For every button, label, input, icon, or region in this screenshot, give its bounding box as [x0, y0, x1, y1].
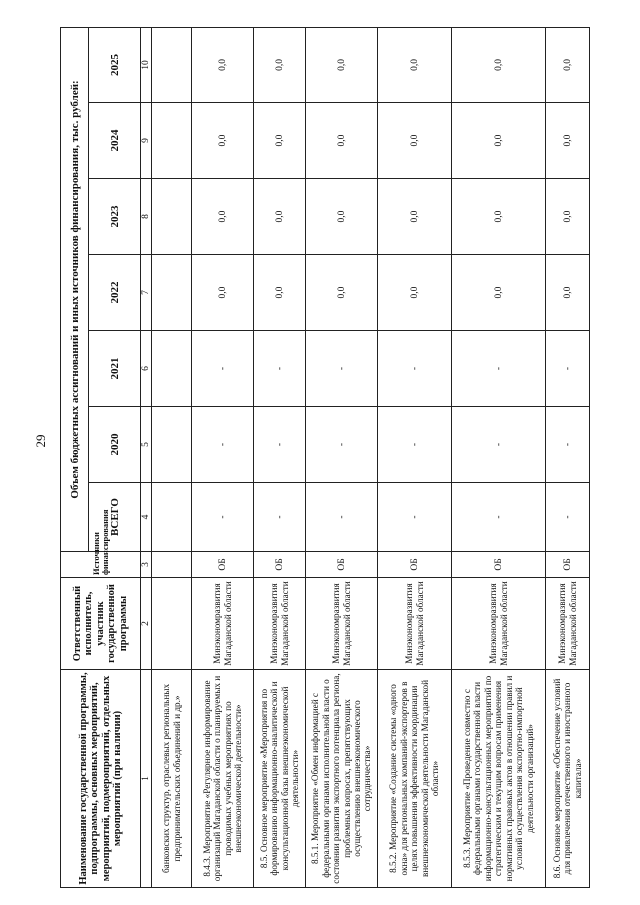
page-number: 29 — [33, 434, 48, 448]
row-name: банковских структур, отраслевых региональных предпринимательских объединений и др.» — [152, 670, 192, 888]
row-executor: Минэкономразвития Магаданской области — [306, 578, 378, 670]
row-value-2022: 0,0 — [306, 255, 378, 331]
row-value-2021: - — [306, 331, 378, 407]
row-value-2020: - — [306, 407, 378, 483]
row-value-2024: 0,0 — [192, 103, 254, 179]
column-number: 2 — [141, 578, 152, 670]
row-total: - — [546, 483, 590, 552]
row-value-2024: 0,0 — [254, 103, 306, 179]
header-year-2022: 2022 — [89, 255, 141, 331]
table-row — [306, 27, 378, 887]
row-source: ОБ — [546, 552, 590, 578]
row-value-2020: - — [546, 407, 590, 483]
row-source: ОБ — [254, 552, 306, 578]
row-value-2024: 0,0 — [452, 103, 546, 179]
row-value-2020: - — [192, 407, 254, 483]
row-executor: Минэкономразвития Магаданской области — [254, 578, 306, 670]
table-row — [452, 27, 546, 887]
row-executor: Минэкономразвития Магаданской области — [378, 578, 452, 670]
row-executor: Минэкономразвития Магаданской области — [546, 578, 590, 670]
rotated-page — [60, 28, 583, 888]
row-source: ОБ — [452, 552, 546, 578]
table-row — [254, 27, 306, 887]
table-row — [378, 27, 452, 887]
row-value-2024 — [152, 103, 192, 179]
row-executor — [152, 578, 192, 670]
header-source: Источники финансирования — [61, 552, 141, 578]
table-row — [546, 27, 590, 887]
row-value-2022: 0,0 — [254, 255, 306, 331]
row-value-2025: 0,0 — [378, 27, 452, 102]
row-value-2020: - — [254, 407, 306, 483]
row-value-2025: 0,0 — [192, 27, 254, 102]
row-value-2021: - — [192, 331, 254, 407]
row-value-2023: 0,0 — [192, 179, 254, 255]
row-value-2025: 0,0 — [546, 27, 590, 102]
row-name: 8.4.3. Мероприятие «Регулярное информирование организаций Магаданской области о планируемых и проводимых учебных мероприятиях по внешнеэкономической деятельности» — [192, 670, 254, 888]
row-value-2022: 0,0 — [378, 255, 452, 331]
row-value-2025: 0,0 — [306, 27, 378, 102]
row-value-2021: - — [378, 331, 452, 407]
row-total: - — [378, 483, 452, 552]
row-name: 8.5. Основное мероприятие «Мероприятия по формированию информационно-аналитической и консультационной базы внешнеэкономической деятельности» — [254, 670, 306, 888]
row-value-2022: 0,0 — [192, 255, 254, 331]
row-value-2023: 0,0 — [452, 179, 546, 255]
column-number: 7 — [141, 255, 152, 331]
row-source — [152, 552, 192, 578]
row-source: ОБ — [306, 552, 378, 578]
row-value-2022: 0,0 — [452, 255, 546, 331]
header-year-2023: 2023 — [89, 179, 141, 255]
row-total — [152, 483, 192, 552]
row-value-2024: 0,0 — [546, 103, 590, 179]
row-source: ОБ — [378, 552, 452, 578]
row-executor: Минэкономразвития Магаданской области — [452, 578, 546, 670]
column-number: 3 — [141, 552, 152, 578]
table-row — [152, 27, 192, 887]
row-value-2021: - — [452, 331, 546, 407]
header-year-2021: 2021 — [89, 331, 141, 407]
row-value-2023: 0,0 — [378, 179, 452, 255]
row-executor: Минэкономразвития Магаданской области — [192, 578, 254, 670]
row-value-2021: - — [254, 331, 306, 407]
row-value-2024: 0,0 — [378, 103, 452, 179]
row-value-2025: 0,0 — [254, 27, 306, 102]
header-funding: Объем бюджетных ассигнований и иных источников финансирования, тыс. рублей: — [61, 27, 89, 551]
row-value-2020: - — [452, 407, 546, 483]
row-name: 8.5.2. Мероприятие «Создание системы «одного окна» для региональных компаний-экспортеров в целях повышения эффективности координации внешнеэкономической деятельности Магаданской области» — [378, 670, 452, 888]
header-executor: Ответственный исполнитель, участник государственной программы — [61, 578, 141, 670]
header-year-2024: 2024 — [89, 103, 141, 179]
row-value-2023: 0,0 — [546, 179, 590, 255]
row-source: ОБ — [192, 552, 254, 578]
column-number: 4 — [141, 483, 152, 552]
table-row — [192, 27, 254, 887]
column-number: 5 — [141, 407, 152, 483]
column-number: 6 — [141, 331, 152, 407]
row-value-2021: - — [546, 331, 590, 407]
funding-table — [60, 27, 590, 888]
row-name: 8.5.1. Мероприятие «Обмен информацией с федеральными органами исполнительной власти о состоянии развития экспортного потенциала региона, проблемных вопросах, препятствующих осуществлению внешнеэкономического сотрудничества» — [306, 670, 378, 888]
row-total: - — [254, 483, 306, 552]
row-value-2025 — [152, 27, 192, 102]
row-value-2023: 0,0 — [254, 179, 306, 255]
header-year-2020: 2020 — [89, 407, 141, 483]
header-total: ВСЕГО — [89, 483, 141, 552]
row-name: 8.5.3. Мероприятие «Проведение совместно с федеральными органами государственной власти информационно-консультационных мероприятий по стратегическим и текущим вопросам применения нормативных правовых актов в отношении правил и условий осуществления экспортно-импортной деятельности организаций» — [452, 670, 546, 888]
row-value-2023: 0,0 — [306, 179, 378, 255]
row-value-2024: 0,0 — [306, 103, 378, 179]
column-number-row — [141, 27, 152, 887]
column-number: 10 — [141, 27, 152, 102]
row-total: - — [306, 483, 378, 552]
row-value-2020: - — [378, 407, 452, 483]
column-number: 1 — [141, 670, 152, 888]
row-value-2023 — [152, 179, 192, 255]
row-total: - — [192, 483, 254, 552]
row-value-2025: 0,0 — [452, 27, 546, 102]
header-name: Наименование государственной программы, подпрограммы, основных мероприятий, мероприятий, подмероприятий, отдельных мероприятий (при наличии) — [61, 670, 141, 888]
row-value-2022 — [152, 255, 192, 331]
header-year-2025: 2025 — [89, 27, 141, 102]
row-value-2022: 0,0 — [546, 255, 590, 331]
row-name: 8.6. Основное мероприятие «Обеспечение условий для привлечения отечественного и иностранного капитала» — [546, 670, 590, 888]
row-value-2021 — [152, 331, 192, 407]
row-value-2020 — [152, 407, 192, 483]
column-number: 8 — [141, 179, 152, 255]
column-number: 9 — [141, 103, 152, 179]
row-total: - — [452, 483, 546, 552]
